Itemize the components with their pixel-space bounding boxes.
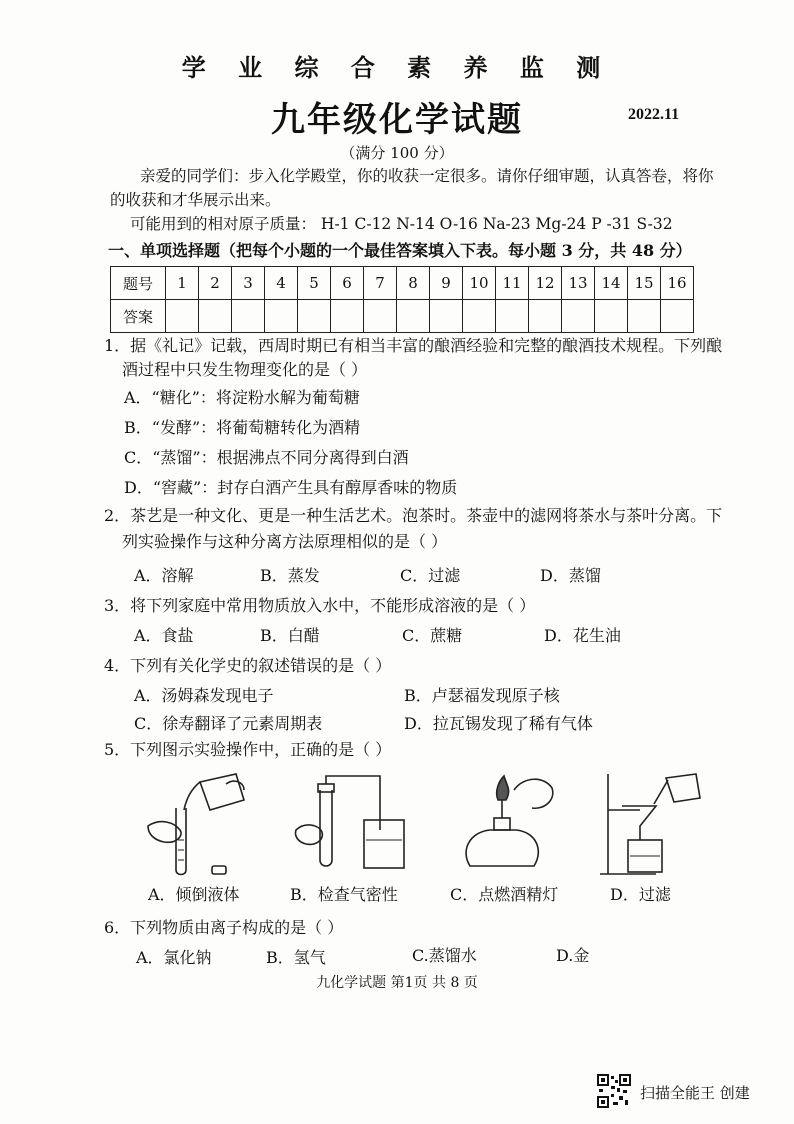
exam-date: 2022.11: [628, 106, 680, 123]
answer-table-header: 答案: [111, 300, 166, 333]
answer-cell[interactable]: [199, 300, 232, 333]
answer-cell[interactable]: [496, 300, 529, 333]
question-6-option-d: D.金: [556, 946, 590, 965]
figure-filtration: [596, 770, 736, 880]
question-number: 10: [463, 267, 496, 300]
figure-a-caption: A．倾倒液体: [148, 885, 240, 904]
question-3-stem: 3．将下列家庭中常用物质放入水中，不能形成溶液的是（ ）: [104, 596, 536, 615]
question-1-option-c: C．“蒸馏”：根据沸点不同分离得到白酒: [124, 448, 409, 467]
answer-cell[interactable]: [397, 300, 430, 333]
figure-pour-liquid: [140, 770, 280, 880]
intro-line-1: 亲爱的同学们：步入化学殿堂，你的收获一定很多。请你仔细审题，认真答卷，将你: [140, 167, 714, 185]
question-number: 16: [661, 267, 694, 300]
figure-b-caption: B．检查气密性: [290, 885, 398, 904]
question-number: 6: [331, 267, 364, 300]
question-2-option-a: A．溶解: [134, 566, 194, 585]
exam-series-title: 学 业 综 合 素 养 监 测: [181, 53, 613, 82]
answer-cell[interactable]: [364, 300, 397, 333]
question-number: 13: [562, 267, 595, 300]
scanner-watermark: 扫描全能王 创建: [640, 1084, 750, 1102]
question-1-option-a: A．“糖化”：将淀粉水解为葡萄糖: [124, 388, 360, 407]
question-3-option-d: D．花生油: [544, 626, 621, 645]
answer-cell[interactable]: [529, 300, 562, 333]
question-3-option-b: B．白醋: [260, 626, 320, 645]
question-6-option-c: C.蒸馏水: [412, 946, 477, 965]
question-4-option-b: B．卢瑟福发现原子核: [404, 686, 560, 705]
question-number: 11: [496, 267, 529, 300]
answer-cell[interactable]: [166, 300, 199, 333]
question-2-option-d: D．蒸馏: [540, 566, 601, 585]
question-number: 14: [595, 267, 628, 300]
answer-cell[interactable]: [265, 300, 298, 333]
question-number: 1: [166, 267, 199, 300]
question-3-option-c: C．蔗糖: [402, 626, 463, 645]
answer-table-number-row: [111, 267, 694, 300]
question-number: 5: [298, 267, 331, 300]
answer-table: [110, 266, 694, 333]
question-5-stem: 5．下列图示实验操作中，正确的是（ ）: [104, 740, 392, 759]
page-footer: 九化学试题 第1页 共 8 页: [316, 975, 478, 991]
answer-cell[interactable]: [232, 300, 265, 333]
answer-table-answer-row: [111, 300, 694, 333]
question-1-option-d: D．“窖藏”：封存白酒产生具有醇厚香味的物质: [124, 478, 458, 497]
question-3-option-a: A．食盐: [134, 626, 194, 645]
question-2-option-b: B．蒸发: [260, 566, 320, 585]
section-title: 一、单项选择题（把每个小题的一个最佳答案填入下表。每小题 3 分，共 48 分）: [108, 241, 692, 260]
question-1-option-b: B．“发酵”：将葡萄糖转化为酒精: [124, 418, 361, 437]
question-number: 9: [430, 267, 463, 300]
figure-d-caption: D．过滤: [610, 885, 671, 904]
answer-cell[interactable]: [331, 300, 364, 333]
figure-alcohol-lamp: [440, 770, 580, 880]
question-4-option-d: D．拉瓦锡发现了稀有气体: [404, 714, 593, 733]
question-number: 8: [397, 267, 430, 300]
question-2-stem-cont: 列实验操作与这种分离方法原理相似的是（ ）: [122, 532, 448, 551]
question-6-stem: 6．下列物质由离子构成的是（ ）: [104, 918, 344, 937]
atomic-masses: 可能用到的相对原子质量： H-1 C-12 N-14 O-16 Na-23 Mg-24 P -31 S-32: [130, 215, 673, 233]
question-6-option-b: B．氢气: [266, 948, 326, 967]
answer-table-header: 题号: [111, 267, 166, 300]
question-4-stem: 4．下列有关化学史的叙述错误的是（ ）: [104, 656, 392, 675]
answer-cell[interactable]: [463, 300, 496, 333]
question-4-option-c: C．徐寿翻译了元素周期表: [134, 714, 323, 733]
question-number: 3: [232, 267, 265, 300]
answer-cell[interactable]: [661, 300, 694, 333]
answer-cell[interactable]: [430, 300, 463, 333]
answer-cell[interactable]: [595, 300, 628, 333]
question-number: 2: [199, 267, 232, 300]
qr-code-icon: [597, 1074, 631, 1108]
question-2-stem: 2．茶艺是一种文化、更是一种生活艺术。泡茶时。茶壶中的滤网将茶水与茶叶分离。下: [104, 506, 723, 525]
question-1-stem-cont: 酒过程中只发生物理变化的是（ ）: [122, 360, 368, 379]
question-4-option-a: A．汤姆森发现电子: [134, 686, 274, 705]
full-score: （满分 100 分）: [340, 144, 454, 162]
question-2-option-c: C．过滤: [400, 566, 461, 585]
page-title: 九年级化学试题: [271, 100, 523, 140]
question-6-option-a: A．氯化钠: [136, 948, 212, 967]
question-number: 15: [628, 267, 661, 300]
answer-cell[interactable]: [562, 300, 595, 333]
question-number: 4: [265, 267, 298, 300]
answer-cell[interactable]: [298, 300, 331, 333]
answer-cell[interactable]: [628, 300, 661, 333]
question-1-stem: 1．据《礼记》记载，西周时期已有相当丰富的酿酒经验和完整的酿酒技术规程。下列酿: [104, 336, 723, 355]
figure-c-caption: C．点燃酒精灯: [450, 885, 559, 904]
question-number: 12: [529, 267, 562, 300]
intro-line-2: 的收获和才华展示出来。: [110, 191, 281, 209]
figure-airtightness: [290, 770, 430, 880]
question-number: 7: [364, 267, 397, 300]
